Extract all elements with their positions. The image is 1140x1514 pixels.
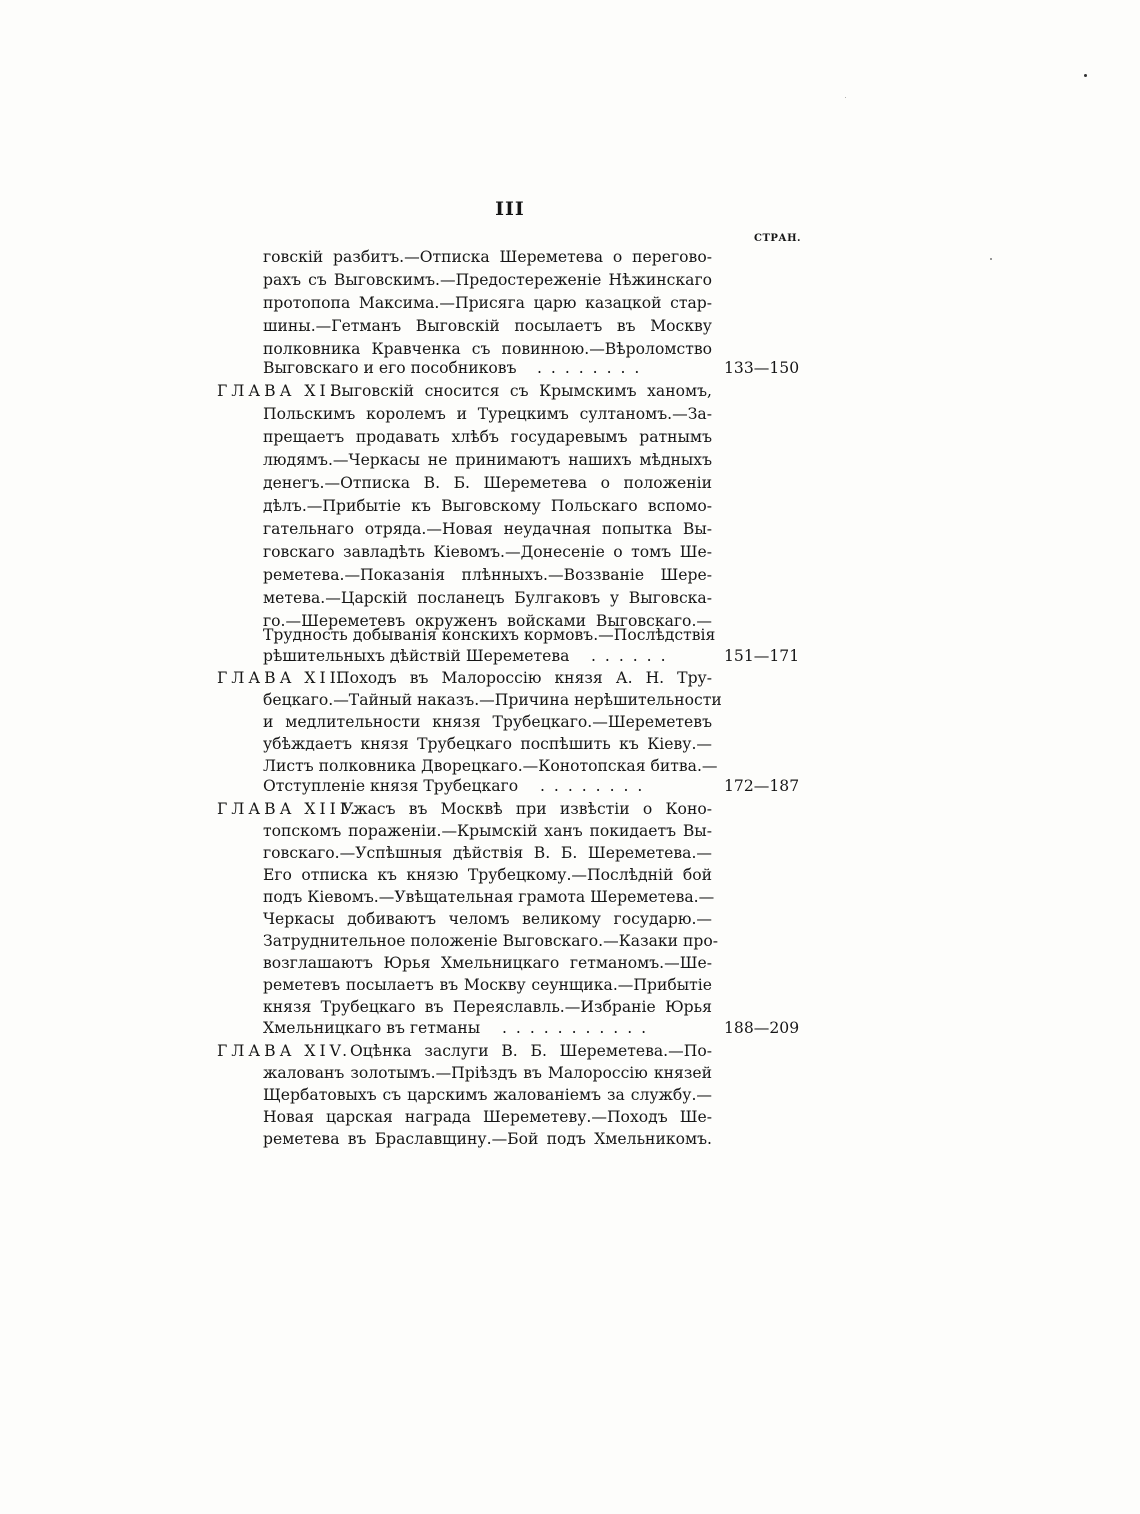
chapter-heading: ГЛАВА XI.	[217, 382, 339, 400]
page-folio: III	[495, 198, 525, 220]
toc-line: Выговскаго и его пособниковъ	[263, 359, 517, 377]
toc-line: метева.—Царскій посланецъ Булгаковъ у Выговска-	[263, 589, 712, 607]
toc-line: подъ Кіевомъ.—Увѣщательная грамота Шереметева.—	[263, 888, 715, 906]
toc-line: денегъ.—Отписка В. Б. Шереметева о положеніи	[263, 474, 712, 492]
toc-line: реметева въ Браславщину.—Бой подъ Хмельникомъ.	[263, 1130, 712, 1148]
toc-line: Листъ полковника Дворецкаго.—Конотопская битва.—	[263, 757, 718, 775]
toc-line: убѣждаетъ князя Трубецкаго поспѣшить къ Кіеву.—	[263, 735, 712, 753]
toc-line: протопопа Максима.—Присяга царю казацкой стар-	[263, 294, 712, 312]
toc-line: возглашаютъ Юрья Хмельницкаго гетманомъ.—Ше-	[263, 954, 712, 972]
toc-line: говскаго.—Успѣшныя дѣйствія В. Б. Шереметева.—	[263, 844, 712, 862]
toc-line: гательнаго отряда.—Новая неудачная попытка Вы-	[263, 520, 712, 538]
toc-line: Затруднительное положеніе Выговскаго.—Казаки про-	[263, 932, 719, 950]
scan-speck	[1084, 74, 1087, 77]
toc-dot-leader: . . . . . . . . . . .	[502, 1019, 649, 1037]
toc-line: Трудность добыванія конскихъ кормовъ.—Послѣдствія	[263, 626, 716, 644]
toc-line: полковника Кравченка съ повинною.—Вѣроломство	[263, 340, 712, 358]
toc-line: говскаго завладѣть Кіевомъ.—Донесеніе о томъ Ше-	[263, 543, 712, 561]
toc-line: Походъ въ Малороссію князя А. Н. Тру-	[336, 669, 712, 687]
scan-speck	[990, 258, 992, 260]
scan-speck	[845, 97, 846, 98]
toc-line: Выговскій сносится съ Крымскимъ ханомъ,	[330, 382, 712, 400]
page-column-header: СТРАН.	[754, 233, 801, 244]
toc-line: Черкасы добиваютъ челомъ великому государю.—	[263, 910, 712, 928]
toc-line: реметева.—Показанія плѣнныхъ.—Воззваніе Шере-	[263, 566, 712, 584]
toc-dot-leader: . . . . . . . .	[540, 777, 645, 795]
toc-line: топскомъ пораженіи.—Крымскій ханъ покидаетъ Вы-	[263, 822, 712, 840]
toc-line: рахъ съ Выговскимъ.—Предостереженіе Нѣжинскаго	[263, 271, 712, 289]
toc-line: прещаетъ продавать хлѣбъ государевымъ ратнымъ	[263, 428, 712, 446]
toc-line: Его отписка къ князю Трубецкому.—Послѣдній бой	[263, 866, 712, 884]
toc-line: Хмельницкаго въ гетманы	[263, 1019, 481, 1037]
toc-page-range: 188—209	[724, 1019, 800, 1037]
toc-line: бецкаго.—Тайный наказъ.—Причина нерѣшительности	[263, 691, 722, 709]
toc-line: Новая царская награда Шереметеву.—Походъ Ше-	[263, 1108, 712, 1126]
toc-dot-leader: . . . . . . . .	[537, 359, 642, 377]
toc-line: людямъ.—Черкасы не принимаютъ нашихъ мѣдныхъ	[263, 451, 712, 469]
chapter-heading: ГЛАВА XIV.	[217, 1042, 352, 1060]
toc-line: реметевъ посылаетъ въ Москву сеунщика.—Прибытіе	[263, 976, 712, 994]
toc-line: рѣшительныхъ дѣйствій Шереметева	[263, 647, 570, 665]
chapter-heading: ГЛАВА XII.	[217, 669, 349, 687]
toc-page-range: 172—187	[724, 777, 800, 795]
toc-line: Щербатовыхъ съ царскимъ жалованіемъ за службу.—	[263, 1086, 712, 1104]
toc-dot-leader: . . . . . .	[591, 647, 668, 665]
chapter-heading: ГЛАВА XIII.	[217, 800, 359, 818]
toc-line: и медлительности князя Трубецкаго.—Шереметевъ	[263, 713, 712, 731]
toc-line: дѣлъ.—Прибытіе къ Выговскому Польскаго вспомо-	[263, 497, 712, 515]
toc-page-range: 133—150	[724, 359, 800, 377]
toc-page-range: 151—171	[724, 647, 800, 665]
toc-line: Отступленіе князя Трубецкаго	[263, 777, 519, 795]
toc-line: князя Трубецкаго въ Переяславль.—Избраніе Юрья	[263, 998, 712, 1016]
toc-line: шины.—Гетманъ Выговскій посылаетъ въ Москву	[263, 317, 712, 335]
toc-line: го.—Шереметевъ окруженъ войсками Выговскаго.—	[263, 612, 712, 630]
toc-line: говскій разбитъ.—Отписка Шереметева о перегово-	[263, 248, 712, 266]
toc-line: Польскимъ королемъ и Турецкимъ султаномъ.—За-	[263, 405, 712, 423]
toc-line: Ужасъ въ Москвѣ при извѣстіи о Коно-	[342, 800, 712, 818]
toc-line: Оцѣнка заслуги В. Б. Шереметева.—По-	[350, 1042, 712, 1060]
toc-line: жалованъ золотымъ.—Пріѣздъ въ Малороссію князей	[263, 1064, 712, 1082]
